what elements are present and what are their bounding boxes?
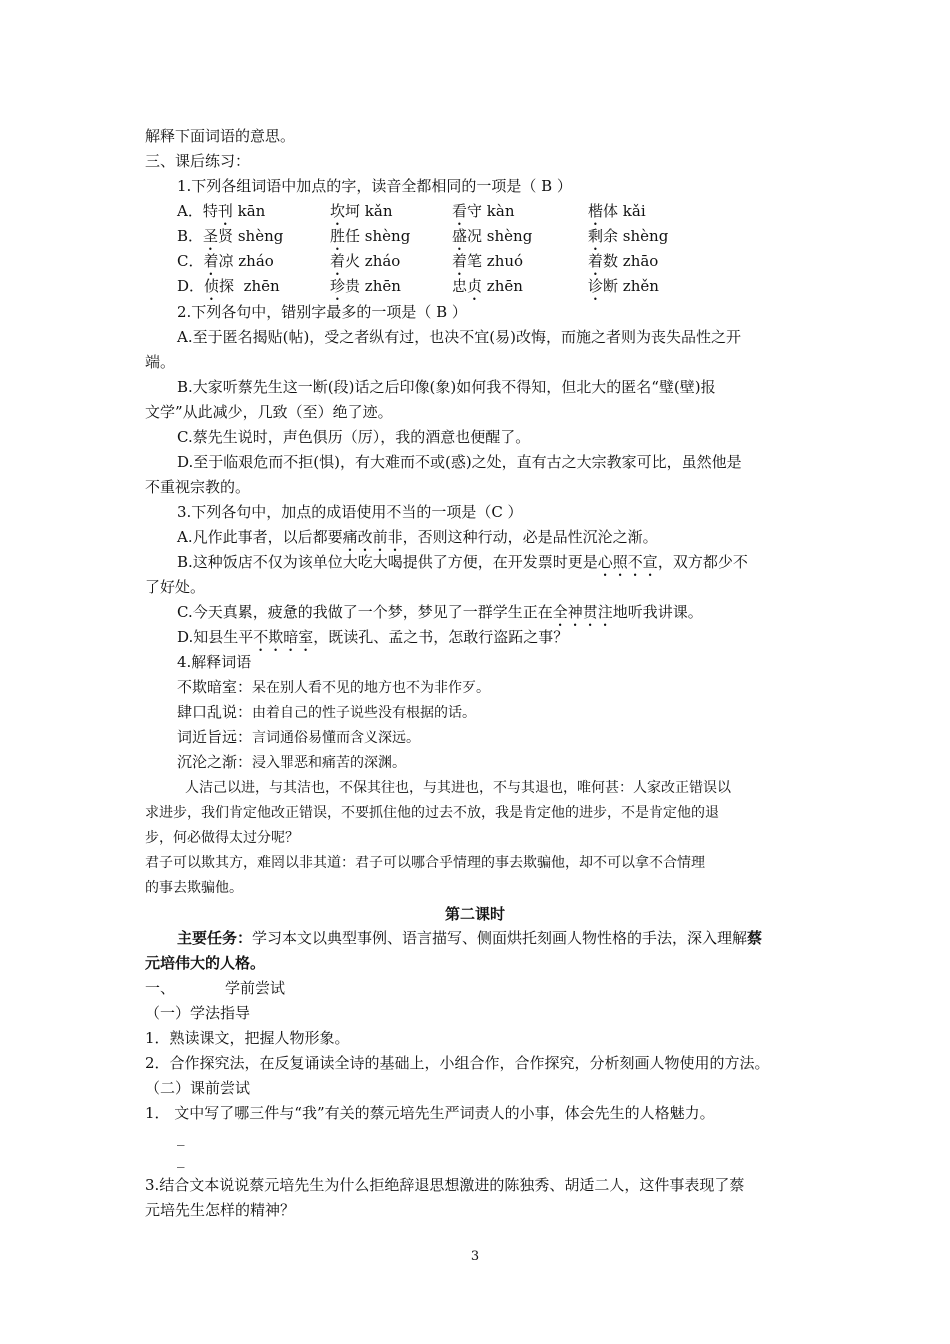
q3-option-d: D.知县生平不欺暗室，既读孔、孟之书，怎敢行盗跖之事？ [177,628,569,646]
q1-option-label: C． [177,252,204,270]
q1-option-label: D． [177,277,205,295]
lesson-two-title: 第二课时 [444,905,505,923]
pre-class-item-1: 1． 文中写了哪三件与“我”有关的蔡元培先生严词责人的小事，体会先生的人格魅力。 [145,1104,715,1122]
q3-option-b-line2: 了好处。 [145,578,206,596]
paragraph-1-line3: 步，何必做得太过分呢？ [145,830,299,846]
q1-option-label: B． [177,227,204,245]
q1-word: 着数 zhāo [588,252,659,270]
q1-word: C．着凉 zháo [177,252,274,270]
q3-option-c-idiom: 全神贯注 [552,603,613,621]
q1-word: B．圣贤 shèng [177,227,284,245]
q1-word: 着火 zháo [330,252,401,270]
q2-option-b-line1: B.大家听蔡先生这一断(段)话之后印像(象)如何我不得知，但北大的匿名“璧(壁)报 [177,378,716,396]
q1-word: 坎坷 kǎn [330,202,393,220]
method-guide-heading: （一）学法指导 [145,1004,251,1022]
q1-word: D．侦探 zhēn [177,277,280,295]
main-task-line1: 主要任务：学习本文以典型事例、语言描写、侧面烘托刻画人物性格的手法，深入理解蔡 [177,929,763,947]
intro-line: 解释下面词语的意思。 [145,127,296,145]
paragraph-1-line1: 人洁己以进，与其洁也，不保其往也，与其进也，不与其退也，唯何甚：人家改正错误以 [185,780,731,796]
q1-stem: 1.下列各组词语中加点的字，读音全都相同的一项是（ B ） [177,177,572,195]
pre-class-item-3-line2: 元培先生怎样的精神？ [145,1201,296,1219]
q3-option-c: C.今天真累，疲惫的我做了一个梦，梦见了一群学生正在全神贯注地听我讲课。 [177,603,703,621]
main-task-line2: 元培伟大的人格。 [145,954,266,972]
q3-option-b-line1: B.这种饭店不仅为该单位大吃大喝提供了方便，在开发票时更是心照不宣，双方都少不 [177,553,748,571]
q4-stem: 4.解释词语 [177,653,252,671]
q3-option-d-idiom: 不欺暗室 [253,628,314,646]
q3-option-a: A.凡作此事者，以后都要痛改前非，否则这种行动，必是品性沉沦之渐。 [177,528,658,546]
part-one-heading: 一、 学前尝试 [145,979,286,997]
section-three-heading: 三、课后练习： [145,152,251,170]
answer-blank-2: _ [177,1150,185,1168]
q2-option-a-line2: 端。 [145,353,176,371]
q4-definition: 不欺暗室：呆在别人看不见的地方也不为非作歹。 [177,678,491,696]
q3-option-a-idiom: 痛改前非 [342,528,403,546]
q1-word: 盛况 shèng [452,227,533,245]
pre-class-heading: （二）课前尝试 [145,1079,251,1097]
q1-word: 剩余 shèng [588,227,669,245]
q4-definition: 肆口乱说：由着自己的性子说些没有根据的话。 [177,703,477,721]
method-item-2: 2．合作探究法，在反复诵读全诗的基础上，小组合作，合作探究，分析刻画人物使用的方法。 [145,1054,770,1072]
q1-word: 着笔 zhuó [452,252,524,270]
q2-stem: 2.下列各句中，错别字最多的一项是（ B ） [177,303,467,321]
q1-word: 楷体 kǎi [588,202,646,220]
paragraph-2-line2: 的事去欺骗他。 [145,880,243,896]
paragraph-1-line2: 求进步，我们肯定他改正错误，不要抓住他的过去不放，我是肯定他的进步，不是肯定他的退 [145,805,719,821]
q1-option-label: A． [177,202,203,220]
q3-stem: 3.下列各句中，加点的成语使用不当的一项是（C ） [177,503,523,521]
pre-class-item-3-line1: 3.结合文本说说蔡元培先生为什么拒绝辞退思想激进的陈独秀、胡适二人，这件事表现了蔡 [145,1176,745,1194]
q2-option-c: C.蔡先生说时，声色俱历（厉），我的酒意也便醒了。 [177,428,531,446]
q1-word: A．特刊 kān [177,202,266,220]
q2-option-d-line1: D.至于临艰危而不拒(惧)，有大难而不或(惑)之处，直有古之大宗教家可比，虽然他是 [177,453,742,471]
q4-definition: 沉沦之渐：浸入罪恶和痛苦的深渊。 [177,753,407,771]
q1-word: 看守 kàn [452,202,515,220]
page-number: 3 [470,1249,480,1264]
paragraph-2-line1: 君子可以欺其方，难罔以非其道：君子可以哪合乎情理的事去欺骗他，却不可以拿不合情理 [145,855,705,871]
q2-option-b-line2: 文学”从此减少，几致（至）绝了迹。 [145,403,393,421]
q1-word: 珍贵 zhēn [330,277,401,295]
q2-option-a-line1: A.至于匿名揭贴(帖)，受之者纵有过，也决不宜(易)改悔，而施之者则为丧失品性之开 [177,328,742,346]
method-item-1: 1．熟读课文，把握人物形象。 [145,1029,350,1047]
answer-blank-1: _ [177,1128,185,1146]
q2-option-d-line2: 不重视宗教的。 [145,478,251,496]
q4-definition: 词近旨远：言词通俗易懂而含义深远。 [177,728,421,746]
q3-option-b-idiom: 心照不宣 [597,553,658,571]
q1-word: 忠贞 zhēn [452,277,523,295]
q1-word: 诊断 zhěn [588,277,659,295]
q1-word: 胜任 shèng [330,227,411,245]
